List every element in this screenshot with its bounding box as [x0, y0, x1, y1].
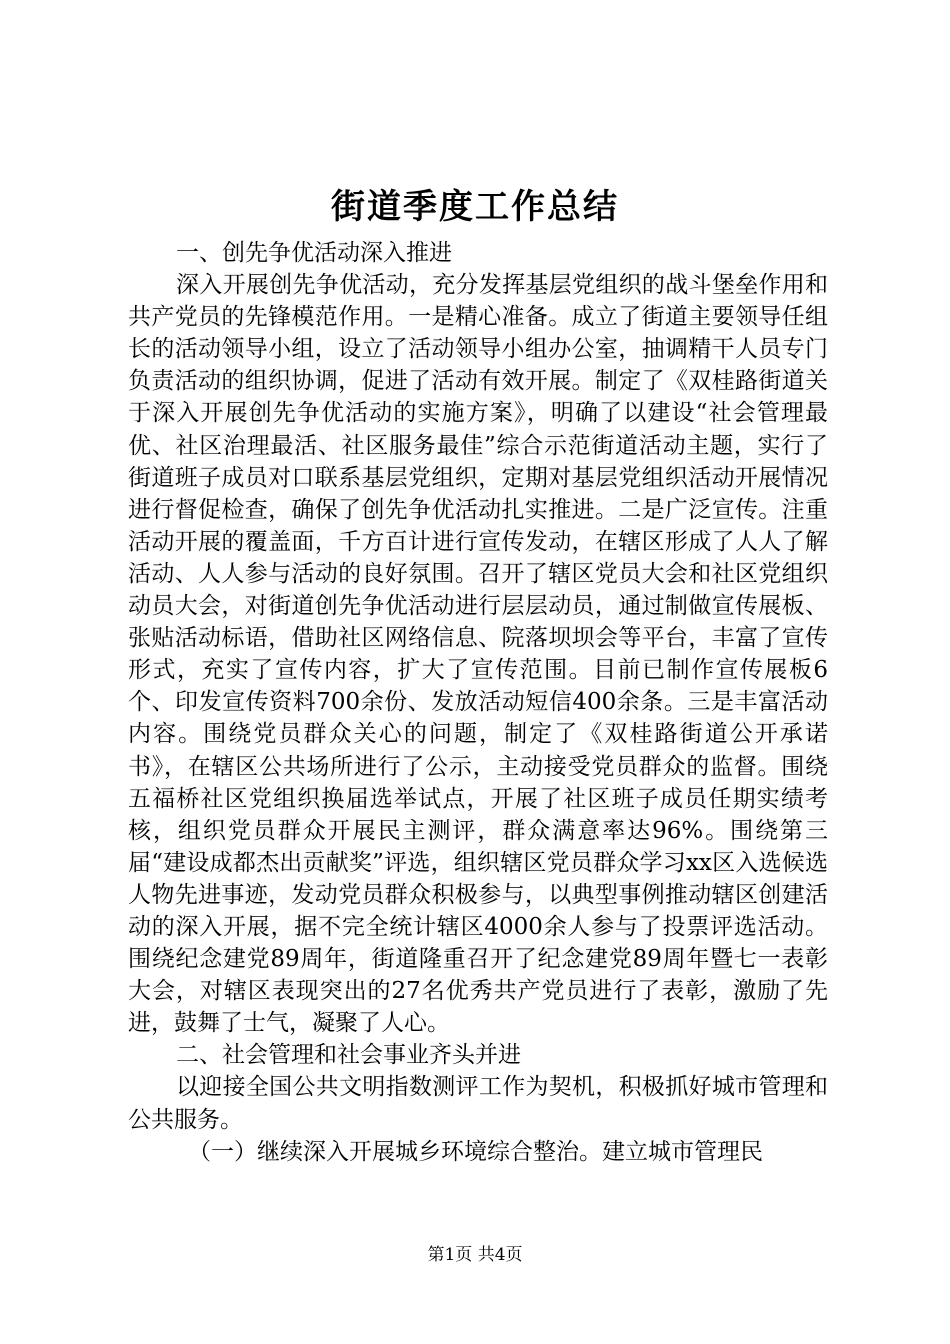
- section-heading-2: 二、社会管理和社会事业齐头并进: [176, 1042, 521, 1069]
- paragraph-3: （一）继续深入开展城乡环境综合整治。建立城市管理民: [188, 1138, 763, 1165]
- paragraph-1: 深入开展创先争优活动，充分发挥基层党组织的战斗堡垒作用和共产党员的先锋模范作用。一是精心准备。成立了街道主要领导任组长的活动领导小组，设立了活动领导小组办公室，抽调精干人员专门负责活动的组织协调，促进了活动有效开展。制定了《双桂路街道关于深入开展创先争优活动的实施方案》，明确了以建设“社会管理最优、社区治理最活、社区服务最佳”综合示范街道活动主题，实行了街道班子成员对口联系基层党组织，定期对基层党组织活动开展情况进行督促检查，确保了创先争优活动扎实推进。二是广泛宣传。注重活动开展的覆盖面，千方百计进行宣传发动，在辖区形成了人人了解活动、人人参与活动的良好氛围。召开了辖区党员大会和社区党组织动员大会，对街道创先争优活动进行层层动员，通过制做宣传展板、张贴活动标语，借助社区网络信息、院落坝坝会等平台，丰富了宣传形式，充实了宣传内容，扩大了宣传范围。目前已制作宣传展板6个、印发宣传资料700余份、发放活动短信400余条。三是丰富活动内容。围绕党员群众关心的问题，制定了《双桂路街道公开承诺书》，在辖区公共场所进行了公示，主动接受党员群众的监督。围绕五福桥社区党组织换届选举试点，开展了社区班子成员任期实绩考核，组织党员群众开展民主测评，群众满意率达96%。围绕第三届“建设成都杰出贡献奖”评选，组织辖区党员群众学习xx区入选候选人物先进事迹，发动党员群众积极参与，以典型事例推动辖区创建活动的深入开展，据不完全统计辖区4000余人参与了投票评选活动。围绕纪念建党89周年，街道隆重召开了纪念建党89周年暨七一表彰大会，对辖区表现突出的27名优秀共产党员进行了表彰，激励了先进，鼓舞了士气，凝聚了人心。: [128, 272, 828, 1037]
- page-number: 第1页 共4页: [427, 1245, 523, 1265]
- document-body: [128, 237, 828, 1168]
- paragraph-2: 以迎接全国公共文明指数测评工作为契机，积极抓好城市管理和公共服务。: [128, 1074, 828, 1133]
- section-heading-1: 一、创先争优活动深入推进: [176, 240, 452, 266]
- document-title: 街道季度工作总结: [331, 187, 619, 227]
